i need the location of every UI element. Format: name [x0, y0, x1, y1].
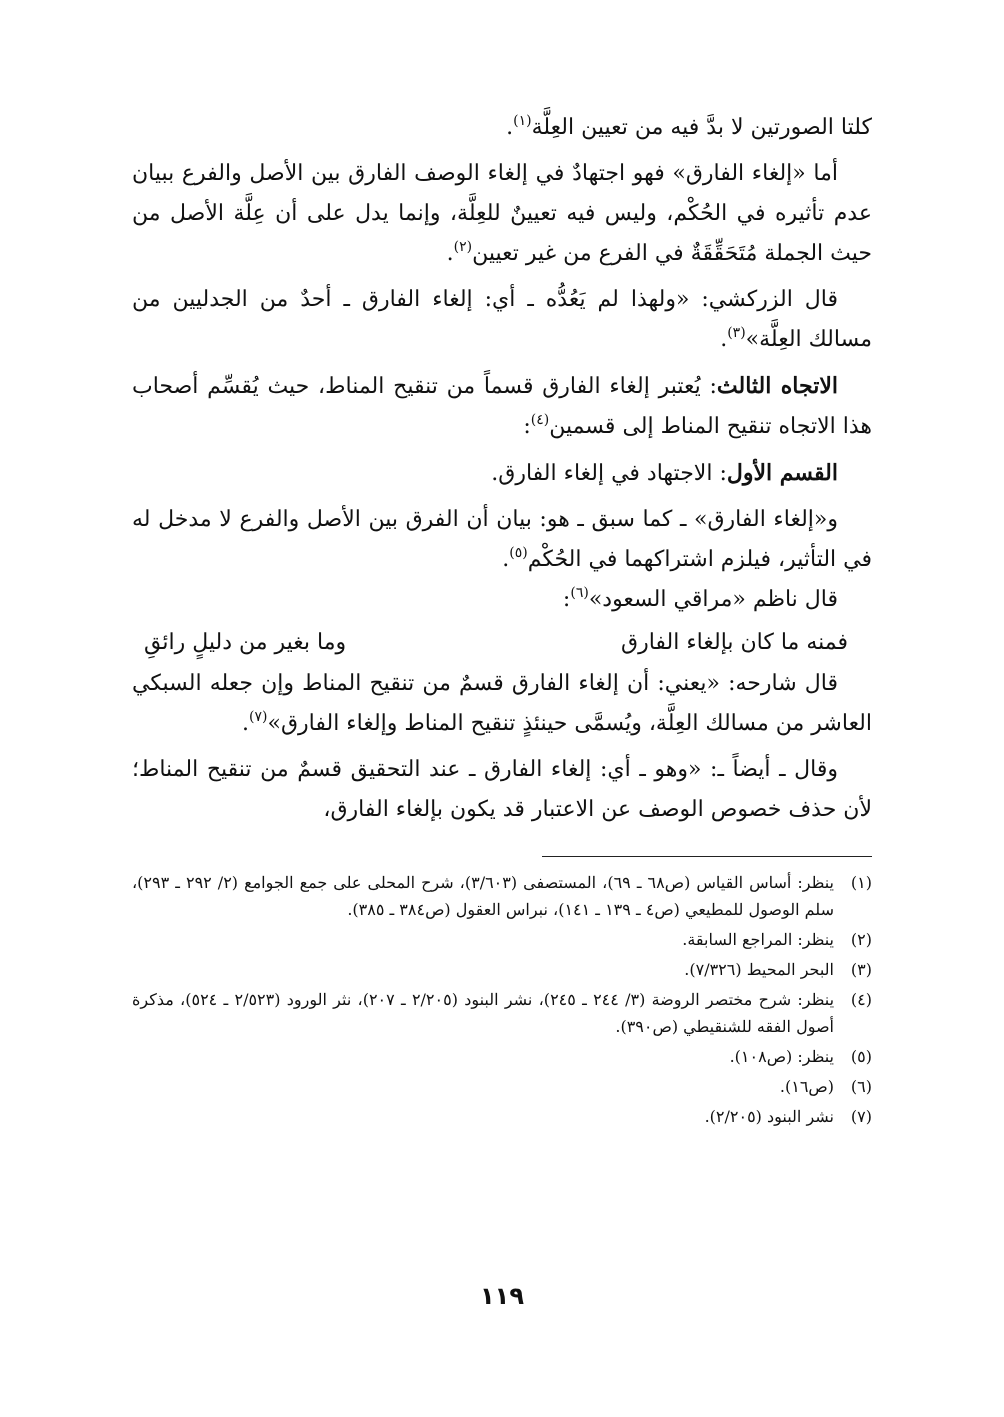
heading-first-section: القسم الأول [726, 460, 838, 486]
page-number: ١١٩ [480, 1282, 524, 1310]
footnote-3: (٣) البحر المحيط (٧/٣٢٦). [684, 960, 872, 979]
paragraph-4: الاتجاه الثالث: يُعتبر إلغاء الفارق قسماً من تنقيح المناط، حيث يُقسِّم أصحاب هذا الاتجاه تنقيح المناط إلى قسمين$^{(٤)}$: [132, 373, 872, 439]
paragraph-5: القسم الأول: الاجتهاد في إلغاء الفارق. [491, 460, 838, 486]
page [132, 108, 872, 1133]
paragraph-1: كلتا الصورتين لا بدَّ فيه من تعيين العِلَّة$^{(١)}$. [506, 113, 872, 140]
paragraph-7: قال ناظم «مراقي السعود»$^{(٦)}$: [562, 585, 838, 612]
footnote-7: (٧) نشر البنود (٢/٢٠٥). [704, 1107, 872, 1126]
footnote-ref-2[interactable]: (٢) [453, 239, 473, 255]
poem-second-hemistich: وما بغير من دليلٍ رائقِ [144, 630, 347, 655]
footnote-6: (٦) (ص١٦). [779, 1077, 872, 1096]
footnote-ref-7[interactable]: (٧) [249, 709, 268, 725]
paragraph-6: و«إلغاء الفارق» ـ كما سبق ـ هو: بيان أن الفرق بين الأصل والفرع لا مدخل له في التأثير، فيلزم اشتراكهما في الحُكْم$^{(٥)}$. [132, 507, 872, 572]
footnote-4: (٤) ينظر: شرح مختصر الروضة (٣/ ٢٤٤ ـ ٢٤٥)، نشر البنود (٢/٢٠٥ ـ ٢٠٧)، نثر الورود (٢/٥٢٣ ـ ٥٢٤)، مذكرة أصول الفقه للشنقيطي (ص٣٩٠). [132, 990, 872, 1036]
footnotes [132, 869, 872, 1130]
footnote-ref-4[interactable]: (٤) [530, 412, 550, 428]
paragraph-9: وقال ـ أيضاً ـ: «وهو ـ أي: إلغاء الفارق ـ عند التحقيق قسمٌ من تنقيح المناط؛ لأن حذف خصوص الوصف عن الاعتبار قد يكون بإلغاء الفارق، [132, 757, 872, 822]
footnote-5: (٥) ينظر: (ص١٠٨). [729, 1047, 872, 1066]
footnote-ref-1[interactable]: (١) [513, 113, 532, 129]
paragraph-8: قال شارحه: «يعني: أن إلغاء الفارق قسمٌ من تنقيح المناط وإن جعله السبكي العاشر من مسالك العِلَّة، ويُسمَّى حينئذٍ تنقيح المناط وإلغاء الفارق»$^{(٧)}$. [132, 671, 872, 736]
footnote-ref-6[interactable]: (٦) [570, 585, 589, 601]
footnote-ref-3[interactable]: (٣) [727, 325, 746, 341]
paragraph-2: أما «إلغاء الفارق» فهو اجتهادٌ في إلغاء الوصف الفارق بين الأصل والفرع ببيان عدم تأثيره في الحُكْم، وليس فيه تعيينٌ للعِلَّة، وإنما يدل على أن عِلَّة الأصل من حيث الجملة مُتَحَقِّقَةٌ في الفرع من غير تعيين$^{(٢)}$. [132, 161, 872, 266]
main-text [132, 108, 872, 830]
poem-first-hemistich: فمنه ما كان بإلغاء الفارق [621, 630, 848, 655]
heading-third-approach: الاتجاه الثالث [716, 373, 838, 399]
footnote-2: (٢) ينظر: المراجع السابقة. [682, 930, 872, 949]
poem-verse [132, 622, 872, 664]
footnote-1: (١) ينظر: أساس القياس (ص٦٨ ـ ٦٩)، المستصفى (٣/٦٠٣)، شرح المحلى على جمع الجوامع (٢/ ٢٩٢ ـ ٢٩٣)، سلم الوصول للمطيعي (ص٤ ـ ١٣٩ ـ ١٤١)، نبراس العقول (ص٣٨٤ ـ ٣٨٥). [132, 873, 872, 919]
footnote-separator [542, 856, 872, 857]
paragraph-3: قال الزركشي: «ولهذا لم يَعُدُّه ـ أي: إلغاء الفارق ـ أحدٌ من الجدليين من مسالك العِلَّة»$^{(٣)}$. [132, 287, 872, 352]
footnote-ref-5[interactable]: (٥) [509, 545, 528, 561]
